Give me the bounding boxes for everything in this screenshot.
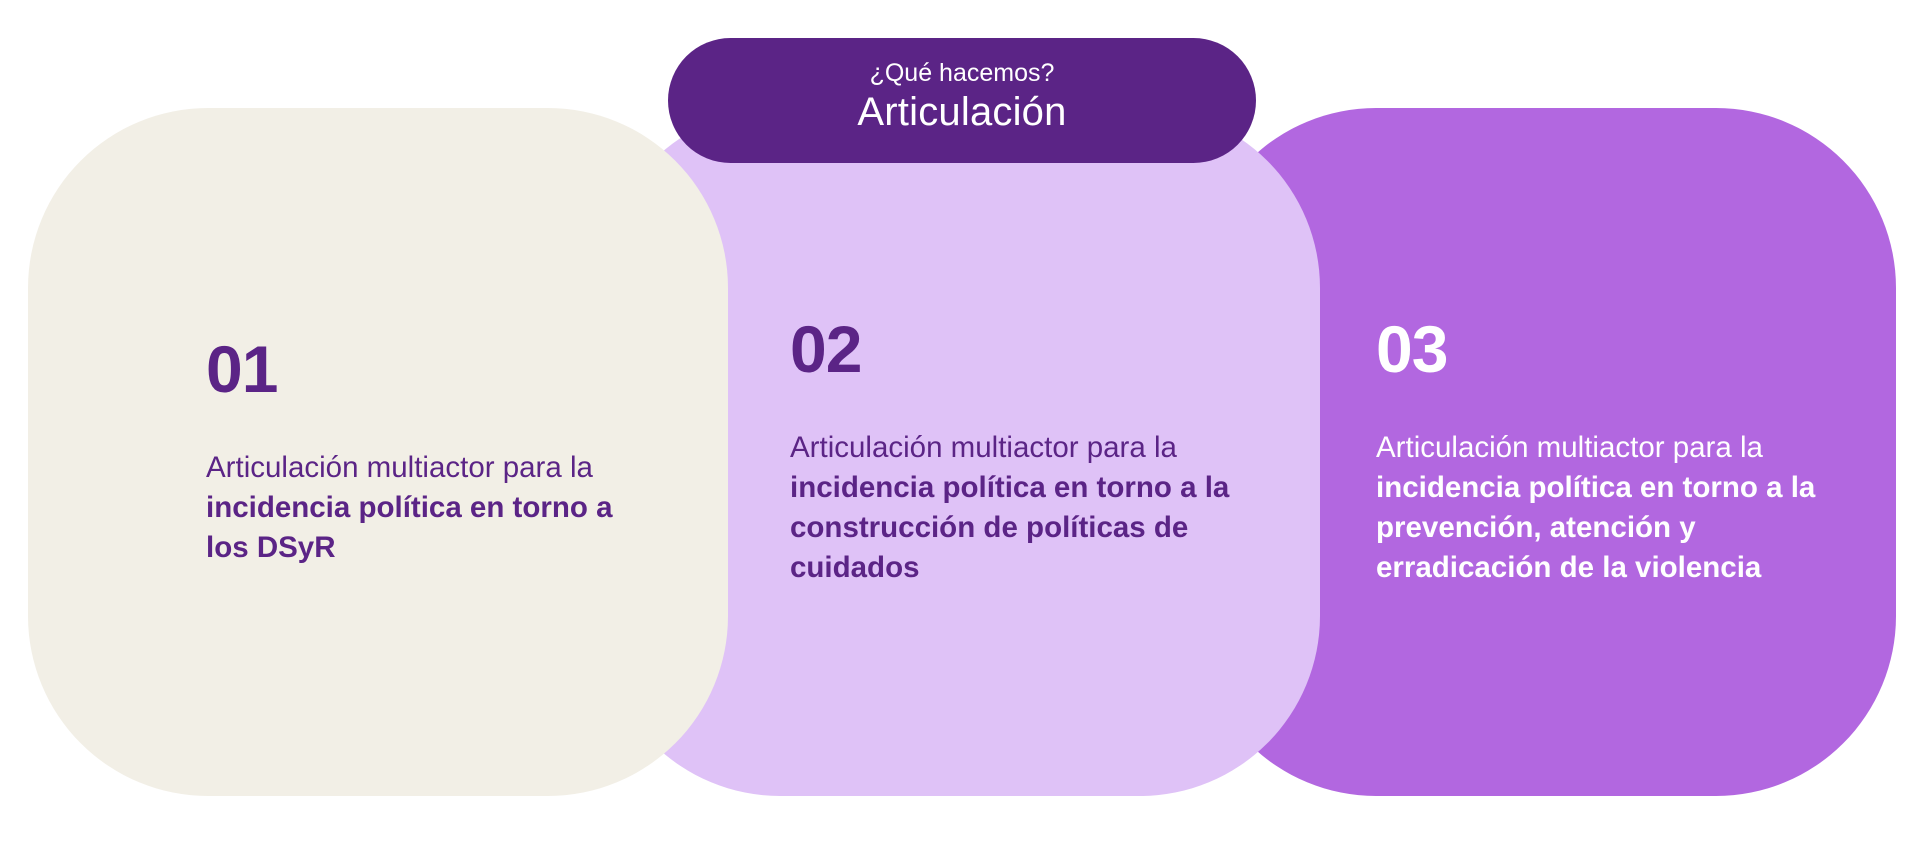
header-kicker: ¿Qué hacemos? — [869, 58, 1055, 87]
card-01-text-bold: incidencia política en torno a los DSyR — [206, 490, 613, 565]
card-01 — [28, 108, 728, 796]
card-02-number: 02 — [790, 311, 862, 386]
card-02-text-bold: incidencia política en torno a la construcción de políticas de cuidados — [790, 470, 1230, 585]
card-03-text-bold: incidencia política en torno a la prevención, atención y erradicación de la violencia — [1376, 470, 1816, 585]
card-02-content — [790, 108, 1230, 796]
card-03-number: 03 — [1376, 311, 1448, 386]
card-03-text-lead: Articulación multiactor para la — [1376, 430, 1763, 464]
card-01-content — [206, 108, 646, 796]
header-title: Articulación — [857, 90, 1067, 135]
card-01-text — [206, 448, 646, 568]
header-pill — [668, 38, 1256, 163]
card-01-number: 01 — [206, 331, 278, 406]
card-01-text-lead: Articulación multiactor para la — [206, 450, 593, 484]
card-02-text-lead: Articulación multiactor para la — [790, 430, 1177, 464]
card-02-text — [790, 428, 1230, 588]
card-03-content — [1376, 108, 1826, 796]
card-03-text — [1376, 428, 1826, 588]
